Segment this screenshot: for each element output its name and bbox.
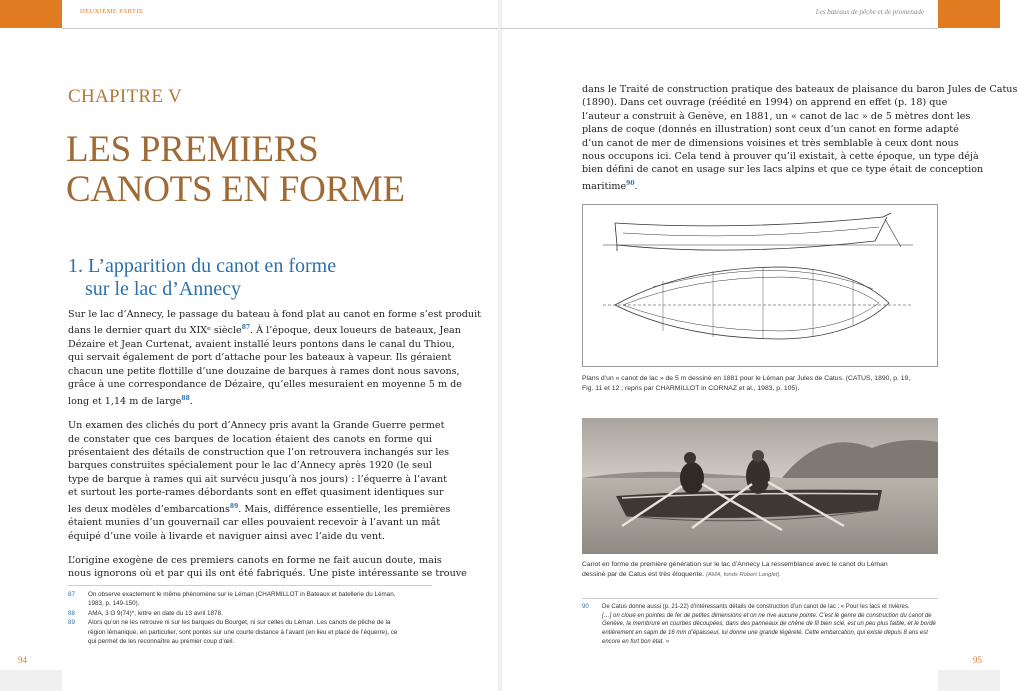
footnotes [582,603,938,647]
text-line: étaient munies d’un gouvernail car elles pouvaient recevoir à l’avant un mât [68,517,441,529]
footnote-number: 89 [68,619,76,627]
caption-line: Canot en forme de première génération sur le lac d’Annecy La ressemblance avec le canot du Léman [582,561,888,568]
footnote [68,618,432,646]
rowboat-photo-drawing [582,418,938,554]
photo-credit: (AMA, fonds Robert Langlet). [705,572,782,578]
paragraph [68,308,482,408]
text-line: d’un canot de mer de dimensions voisines et très semblable à ceux dont nous [582,137,959,149]
text-line: barques construites spécialement pour le lac d’Annecy après 1920 (le seul [68,460,432,472]
page-edge-tab [0,670,62,691]
chapter-title [66,130,446,210]
running-head-rule [62,28,500,29]
text-line: Un examen des clichés du port d’Annecy pris avant la Grande Guerre permet [68,420,445,432]
chapter-label: CHAPITRE V [68,86,183,107]
text-line: et surtout les porte-rames débordants sont en effet quasiment identiques sur [68,487,444,499]
footnote-number: 90 [582,604,589,610]
text-line: (1890). Dans cet ouvrage (réédité en 1994) on apprend en effet (p. 18) que [582,97,948,109]
footnote-rule [582,598,938,599]
text-line: chacun une petite flottille d’une douzaine de barques à rames dont nous savons, [68,365,460,377]
section-title [68,255,428,301]
footnote-text [88,590,432,609]
paragraph [582,83,1017,193]
footnote-line: entièrement en sapin de 16 mm d’épaisseur, lui donne une grande légèreté. Cette embarcation, qui existe depuis 8 ans est [602,630,928,637]
left-page [0,0,500,691]
footnote-line: AMA, 3 O 9(74)*, lettre en date du 13 avril 1878. [88,609,223,617]
text-line: présentaient des détails de construction que l’on retrouvera inchangés sur les [68,447,450,459]
text-line: bien défini de canot en usage sur les lacs alpins et que ce type était de conception [582,164,984,176]
text-line: type de barque à rames qui ait survécu jusqu’à nos jours) : l’équerre à l’avant [68,473,447,485]
text-line: qui servait également de port d’attache pour les bateaux à vapeur. Ils géraient [68,352,452,364]
footnote-ref[interactable]: 88 [181,394,190,402]
text-line: l’auteur a construit à Genève, en 1881, un « canot de lac » de 5 mètres dont les [582,110,971,122]
running-head: DEUXIÈME PARTIE [80,8,144,15]
footnote-line: De Catus donne aussi (p. 21-22) d’intéressants détails de construction d’un canot de lac : « Pour les lacs et rivières. [602,604,910,610]
figure-caption [582,374,942,394]
right-page [500,0,1017,691]
footnote-text [88,609,432,618]
footnote-ref[interactable]: 87 [241,324,251,332]
footnote-number: 88 [68,609,76,617]
boat-plans-figure [582,204,938,367]
text-run: dans le dernier quart du XIXᵉ siècle [68,325,242,337]
footnote-line: […] on cloue en pointes de fer de petites dimensions et on ne rive aucune pointe. C’est le genre de construction du canot de [602,612,932,619]
footnote [68,590,432,609]
footnote-text [602,603,938,647]
text-line: Sur le lac d’Annecy, le passage du bateau à fond plat au canot en forme s’est produit [68,309,482,320]
text-run: . Mais, différence essentielle, les premières [238,503,451,515]
page-number: 94 [18,655,27,665]
text-line: nous ignorons où et par qui ils ont été fabriqués. Une piste intéressante se trouve [68,568,467,580]
footnote-line: Alors qu’on ne les retrouve ni sur les barques du Bourget, ni sur celles du Léman. Les canots de pêche de la [88,619,391,627]
caption-line: Plans d’un « canot de lac » de 5 m dessiné en 1881 pour le Léman par Jules de Catus. (CATUS, 1890, p. 19, [582,375,911,382]
text-run: . [634,181,638,193]
text-line: grâce à une correspondance de Dézaire, qu’elles mesuraient en moyenne 5 m de [68,379,462,391]
page-edge-tab [0,0,62,28]
rowboat-photo [582,418,938,554]
footnotes [68,590,432,646]
text-line: équipé d’une voile à livarde et naviguer ainsi avec l’aide du vent. [68,530,385,542]
footnote [582,603,938,647]
footnote [68,609,432,618]
page-edge-tab [938,670,1000,691]
photo-caption [582,560,942,580]
footnote-line: région lémanique, en particulier, sont pontés sur une courte distance à l’avant (en lieu et place de l’équerre), ce [88,628,398,636]
footnote-ref[interactable]: 90 [626,179,635,187]
caption-line: Fig. 11 et 12 ; repris par CHARMILLOT in CORNAZ et al., 1983, p. 105). [582,385,800,392]
footnote-line: 1983, p. 149-150). [88,600,140,608]
footnote-line: qui permet de les reconnaître au premier coup d’œil. [88,638,235,646]
boat-plans-drawing [583,205,937,366]
caption-line [582,570,942,580]
section-title-line: 1. L’apparition du canot en forme [68,255,337,277]
section-title-line: sur le lac d’Annecy [85,278,242,300]
text-run: long et 1,14 m de large [68,395,182,407]
text-line: nous occupons ici. Cela tend à prouver qu’il existait, à cette époque, un type déjà [582,151,979,163]
footnote-ref[interactable]: 89 [229,502,239,510]
text-line [68,321,461,338]
footnote-number: 87 [68,591,76,598]
footnote-line: On observe exactement le même phénomène sur le Léman (CHARMILLOT in Bateaux et batellerie du Léman, [88,591,396,598]
text-run: . [189,395,193,407]
text-run: maritime [582,181,627,193]
footnote-line: Genève, la membrure en courbes découpées, dans des panneaux de chêne de fil bien scié, est un peu plus faible, et le bordé [602,621,936,628]
page-edge-tab [938,0,1000,28]
text-line: dans le Traité de construction pratique des bateaux de plaisance du baron Jules de Catus [582,84,1017,95]
footnote-text [88,618,432,646]
text-line: Dézaire et Jean Curtenat, avaient installé leurs pontons dans le canal du Thiou, [68,339,455,350]
chapter-title-line: CANOTS EN FORME [66,169,405,210]
paragraph [68,554,467,581]
running-head: Les bateaux de pêche et de promenade [815,8,924,16]
footnote-rule [68,585,432,586]
text-line: L’origine exogène de ces premiers canots en forme ne fait aucun doute, mais [68,555,442,567]
text-run: les deux modèles d’embarcations [68,503,230,515]
page-number: 95 [973,655,982,665]
text-run: . À l’époque, deux loueurs de bateaux, Jean [250,325,461,337]
caption-run: dessiné par de Catus est très éloquente. [582,571,705,578]
text-line [582,177,938,194]
running-head-rule [500,28,938,29]
paragraph [68,419,451,543]
text-line: de constater que ces barques de location étaient des canots en forme qui [68,433,432,445]
body-text [582,83,1017,193]
footnote-line: encore en fort bon état. » [602,638,670,645]
text-line: plans de coque (donnés en illustration) sont ceux d’un canot en forme adapté [582,124,959,136]
body-text [68,308,482,581]
text-line [68,392,432,409]
chapter-title-line: LES PREMIERS [66,129,319,170]
text-line [68,500,451,517]
